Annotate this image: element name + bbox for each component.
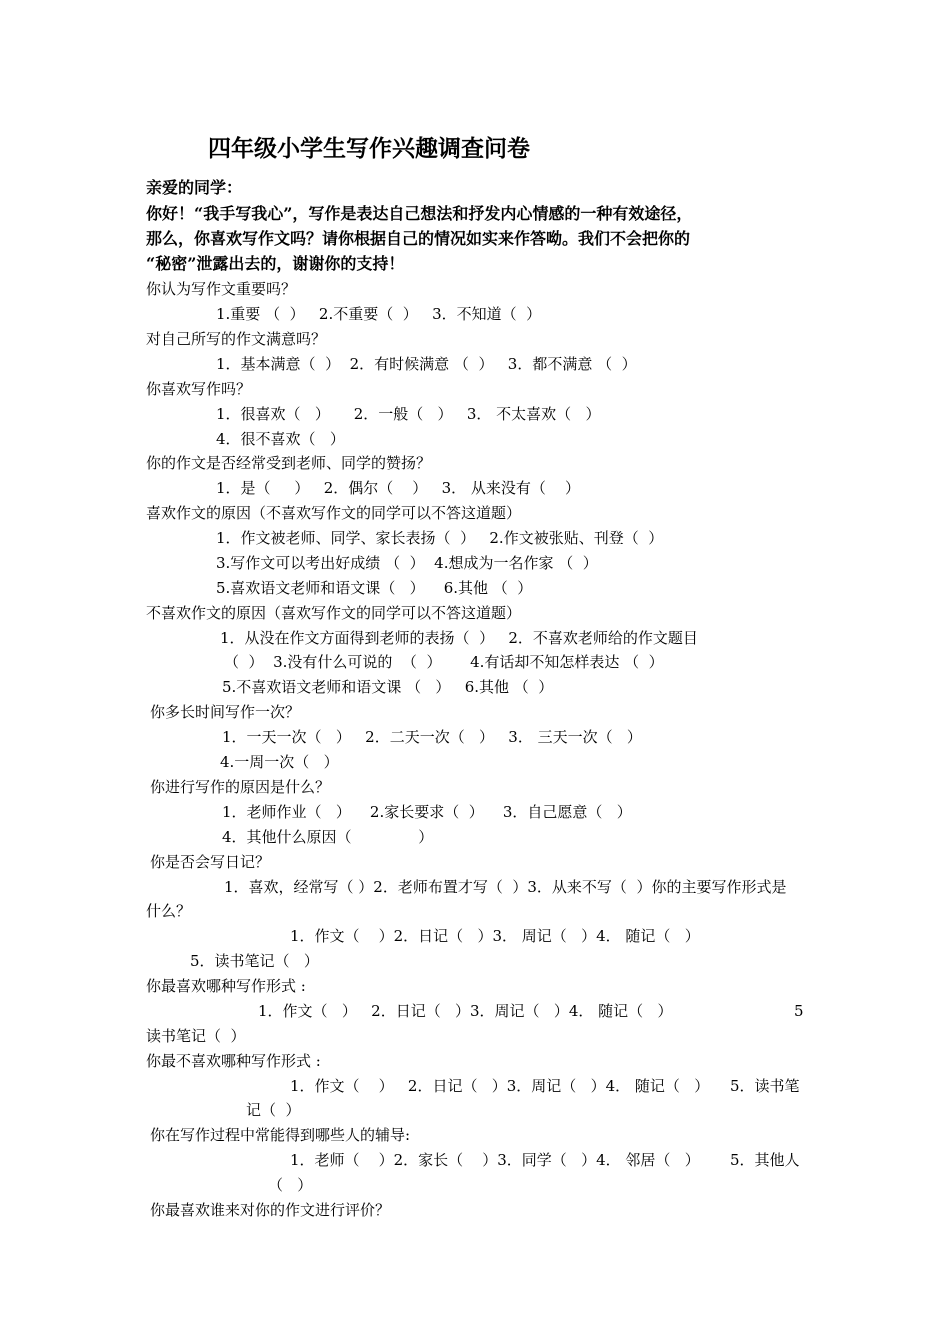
- answer-options: 5．读书笔记（ ）: [190, 952, 319, 970]
- answer-options: 1．作文被老师、同学、家长表扬（ ） 2.作文被张贴、刊登（ ）: [216, 529, 664, 547]
- answer-options: 1．作文（ ） 2．日记（ ）3．周记（ ）4． 随记（ ）: [290, 1077, 710, 1095]
- answer-options: 1．是（ ） 2．偶尔（ ） 3． 从来没有（ ）: [216, 479, 580, 497]
- answer-options: 1．作文（ ） 2．日记（ ）3．周记（ ）4． 随记（ ）: [258, 1002, 673, 1020]
- question-text: 你最喜欢谁来对你的作文进行评价？: [150, 1201, 391, 1219]
- answer-options: 记（ ）: [246, 1101, 301, 1119]
- intro-line: 那么，你喜欢写作文吗？请你根据自己的情况如实来作答呦。我们不会把你的: [146, 229, 691, 248]
- answer-options: 1．从没在作文方面得到老师的表扬（ ） 2．不喜欢老师给的作文题目: [220, 629, 698, 647]
- answer-options: 4．其他什么原因（ ）: [222, 828, 434, 846]
- question-text: 你多长时间写作一次？: [150, 703, 301, 721]
- answer-options: 5．其他人: [730, 1151, 800, 1169]
- answer-options: 什么？: [146, 902, 192, 920]
- question-text: 你在写作过程中常能得到哪些人的辅导:: [150, 1126, 411, 1144]
- answer-options: 1．很喜欢（ ） 2．一般（ ） 3． 不太喜欢（ ）: [216, 405, 601, 423]
- question-text: 不喜欢作文的原因（喜欢写作文的同学可以不答这道题）: [146, 604, 522, 622]
- intro-line: 你好！“我手写我心”，写作是表达自己想法和抒发内心情感的一种有效途径，: [146, 204, 693, 223]
- question-text: 你的作文是否经常受到老师、同学的赞扬？: [146, 454, 432, 472]
- question-text: 喜欢作文的原因（不喜欢写作文的同学可以不答这道题）: [146, 504, 522, 522]
- document-title: 四年级小学生写作兴趣调查问卷: [208, 135, 530, 162]
- question-text: 对自己所写的作文满意吗？: [146, 330, 327, 348]
- question-text: 你认为写作文重要吗？: [146, 280, 297, 298]
- answer-options: 1．老师作业（ ） 2.家长要求（ ） 3．自己愿意（ ）: [222, 803, 632, 821]
- answer-options: 读书笔记（ ）: [146, 1027, 246, 1045]
- answer-options: 5．读书笔: [730, 1077, 800, 1095]
- answer-options: 1．作文（ ）2．日记（ ）3． 周记（ ）4． 随记（ ）: [290, 927, 700, 945]
- answer-options: （ ） 3.没有什么可说的 （ ） 4.有话却不知怎样表达 （ ）: [224, 653, 664, 671]
- answer-options: 1．一天一次（ ） 2．二天一次（ ） 3． 三天一次（ ）: [222, 728, 642, 746]
- intro-line: “秘密”泄露出去的，谢谢你的支持！: [146, 254, 405, 273]
- greeting: 亲爱的同学：: [146, 178, 243, 197]
- answer-options: 4.一周一次（ ）: [220, 753, 339, 771]
- question-text: 你喜欢写作吗？: [146, 380, 252, 398]
- answer-options: 5: [794, 1002, 804, 1020]
- answer-options: 1．老师（ ）2．家长（ ）3．同学（ ）4． 邻居（ ）: [290, 1151, 700, 1169]
- answer-options: 1.重要 （ ） 2.不重要（ ） 3．不知道（ ）: [216, 305, 542, 323]
- answer-options: 4．很不喜欢（ ）: [216, 430, 345, 448]
- answer-options: 5.不喜欢语文老师和语文课 （ ） 6.其他 （ ）: [222, 678, 554, 696]
- answer-options: 5.喜欢语文老师和语文课（ ） 6.其他 （ ）: [216, 579, 533, 597]
- question-text: 你最不喜欢哪种写作形式 :: [146, 1052, 321, 1070]
- question-text: 你进行写作的原因是什么？: [150, 778, 331, 796]
- question-text: 你是否会写日记？: [150, 853, 271, 871]
- answer-options: 3.写作文可以考出好成绩 （ ） 4.想成为一名作家 （ ）: [216, 554, 598, 572]
- answer-options: 1．喜欢，经常写（ ）2．老师布置才写（ ）3．从来不写（ ）你的主要写作形式是: [224, 878, 787, 896]
- question-text: 你最喜欢哪种写作形式 :: [146, 977, 306, 995]
- answer-options: 1．基本满意（ ） 2．有时候满意 （ ） 3．都不满意 （ ）: [216, 355, 637, 373]
- answer-options: （ ）: [268, 1176, 313, 1194]
